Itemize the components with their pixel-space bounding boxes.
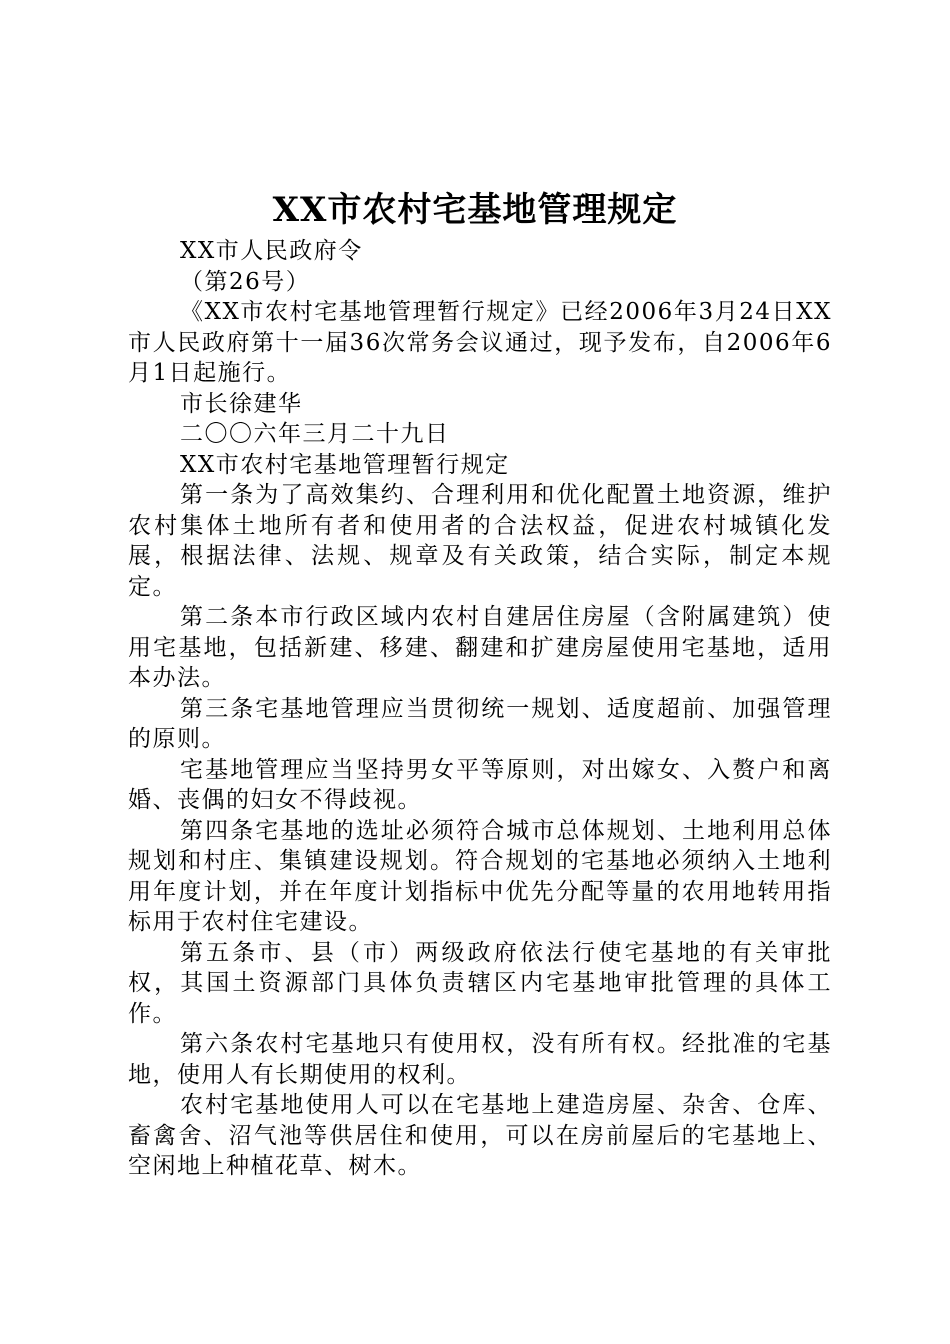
paragraph-article-6: 第六条农村宅基地只有使用权，没有所有权。经批准的宅基地，使用人有长期使用的权利。 — [128, 1031, 832, 1088]
paragraph-article-5: 第五条市、县（市）两级政府依法行使宅基地的有关审批权，其国土资源部门具体负责辖区内宅基地审批管理的具体工作。 — [128, 939, 832, 1027]
document-title: XX市农村宅基地管理规定 — [272, 190, 678, 230]
paragraph-article-2: 第二条本市行政区域内农村自建居住房屋（含附属建筑）使用宅基地，包括新建、移建、翻建和扩建房屋使用宅基地，适用本办法。 — [128, 604, 832, 691]
document-body — [128, 236, 832, 1182]
paragraph-article-1: 第一条为了高效集约、合理利用和优化配置土地资源，维护农村集体土地所有者和使用者的合法权益，促进农村城镇化发展，根据法律、法规、规章及有关政策，结合实际，制定本规定。 — [128, 482, 832, 600]
paragraph-signatory: 市长徐建华 — [180, 390, 303, 417]
paragraph-article-4: 第四条宅基地的选址必须符合城市总体规划、土地利用总体规划和村庄、集镇建设规划。符合规划的宅基地必须纳入土地利用年度计划，并在年度计划指标中优先分配等量的农用地转用指标用于农村住宅建设。 — [128, 817, 832, 935]
paragraph-date: 二〇〇六年三月二十九日 — [180, 421, 450, 447]
paragraph-article-3-clause: 宅基地管理应当坚持男女平等原则，对出嫁女、入赘户和离婚、丧偶的妇女不得歧视。 — [128, 756, 832, 813]
paragraph-announcement: 《XX市农村宅基地管理暂行规定》已经2006年3月24日XX市人民政府第十一届36次常务会议通过，现予发布，自2006年6月1日起施行。 — [128, 299, 832, 386]
paragraph-article-3: 第三条宅基地管理应当贯彻统一规划、适度超前、加强管理的原则。 — [128, 695, 832, 752]
paragraph-decree-issuer: XX市人民政府令 — [180, 238, 363, 264]
paragraph-article-6-clause: 农村宅基地使用人可以在宅基地上建造房屋、杂舍、仓库、畜禽舍、沼气池等供居住和使用，可以在房前屋后的宅基地上、空闲地上种植花草、树木。 — [128, 1092, 832, 1179]
paragraph-regulation-title: XX市农村宅基地管理暂行规定 — [180, 451, 510, 478]
paragraph-decree-number: （第26号） — [180, 268, 311, 295]
